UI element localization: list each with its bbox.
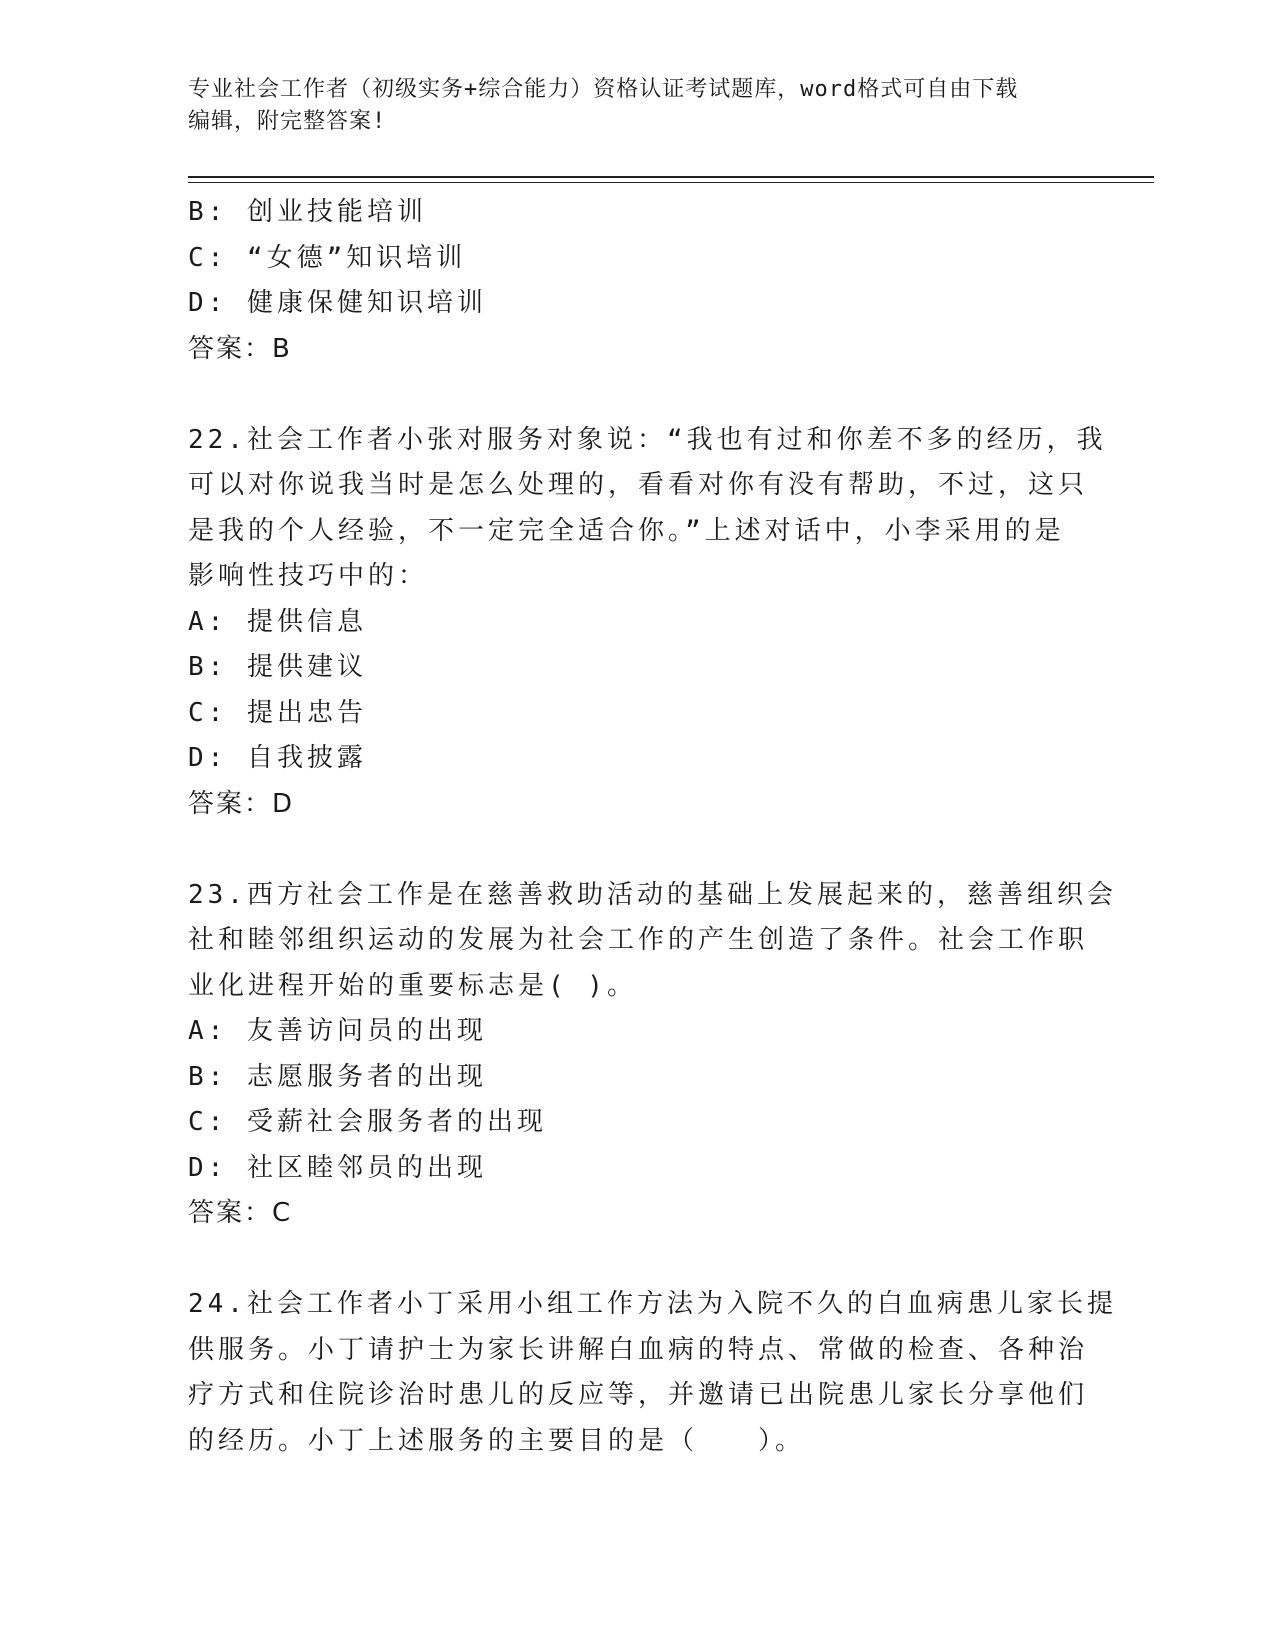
question-text-line: 22.社会工作者小张对服务对象说：“我也有过和你差不多的经历，我 — [188, 424, 1107, 455]
question-text-line: 影响性技巧中的： — [188, 561, 429, 591]
option-b: B: 创业技能培训 — [188, 197, 427, 227]
question-text-line: 的经历。小丁上述服务的主要目的是（ ）。 — [188, 1425, 806, 1456]
header-rule-thick — [188, 176, 1154, 178]
question-text-line: 社和睦邻组织运动的发展为社会工作的产生创造了条件。社会工作职 — [188, 925, 1089, 955]
option-a: A: 提供信息 — [188, 606, 367, 637]
option-a: A: 友善访问员的出现 — [188, 1016, 487, 1046]
question-24 — [188, 1282, 1117, 1464]
question-21 — [188, 190, 1088, 372]
answer: 答案：C — [188, 1198, 293, 1228]
answer: 答案：B — [188, 333, 292, 364]
question-text-line: 是我的个人经验，不一定完全适合你。”上述对话中，小李采用的是 — [188, 515, 1065, 546]
question-list — [188, 190, 1117, 1464]
header-rule-thin — [188, 182, 1154, 183]
option-b: B: 提供建议 — [188, 652, 367, 682]
question-text-line: 供服务。小丁请护士为家长讲解白血病的特点、常做的检查、各种治 — [188, 1334, 1089, 1365]
option-d: D: 健康保健知识培训 — [188, 288, 487, 318]
option-c: C: 受薪社会服务者的出现 — [188, 1107, 547, 1137]
page-header — [188, 74, 1088, 138]
option-d: D: 自我披露 — [188, 743, 367, 773]
option-c: C: “女德”知识培训 — [188, 242, 467, 273]
option-b: B: 志愿服务者的出现 — [188, 1061, 487, 1092]
question-text-line: 23.西方社会工作是在慈善救助活动的基础上发展起来的，慈善组织会 — [188, 879, 1117, 910]
question-text-line: 疗方式和住院诊治时患儿的反应等，并邀请已出院患儿家长分享他们 — [188, 1380, 1089, 1410]
header-line-1: 专业社会工作者（初级实务+综合能力）资格认证考试题库，word格式可自由下载 — [188, 77, 1019, 102]
question-text-line: 业化进程开始的重要标志是( )。 — [188, 970, 637, 1001]
option-d: D: 社区睦邻员的出现 — [188, 1152, 487, 1183]
header-line-2: 编辑，附完整答案! — [188, 109, 387, 134]
question-23 — [188, 873, 1117, 1237]
question-text-line: 可以对你说我当时是怎么处理的，看看对你有没有帮助，不过，这只 — [188, 470, 1089, 500]
option-c: C: 提出忠告 — [188, 697, 367, 728]
question-text-line: 24.社会工作者小丁采用小组工作方法为入院不久的白血病患儿家长提 — [188, 1289, 1117, 1319]
answer: 答案：D — [188, 788, 295, 819]
question-22 — [188, 418, 1107, 828]
